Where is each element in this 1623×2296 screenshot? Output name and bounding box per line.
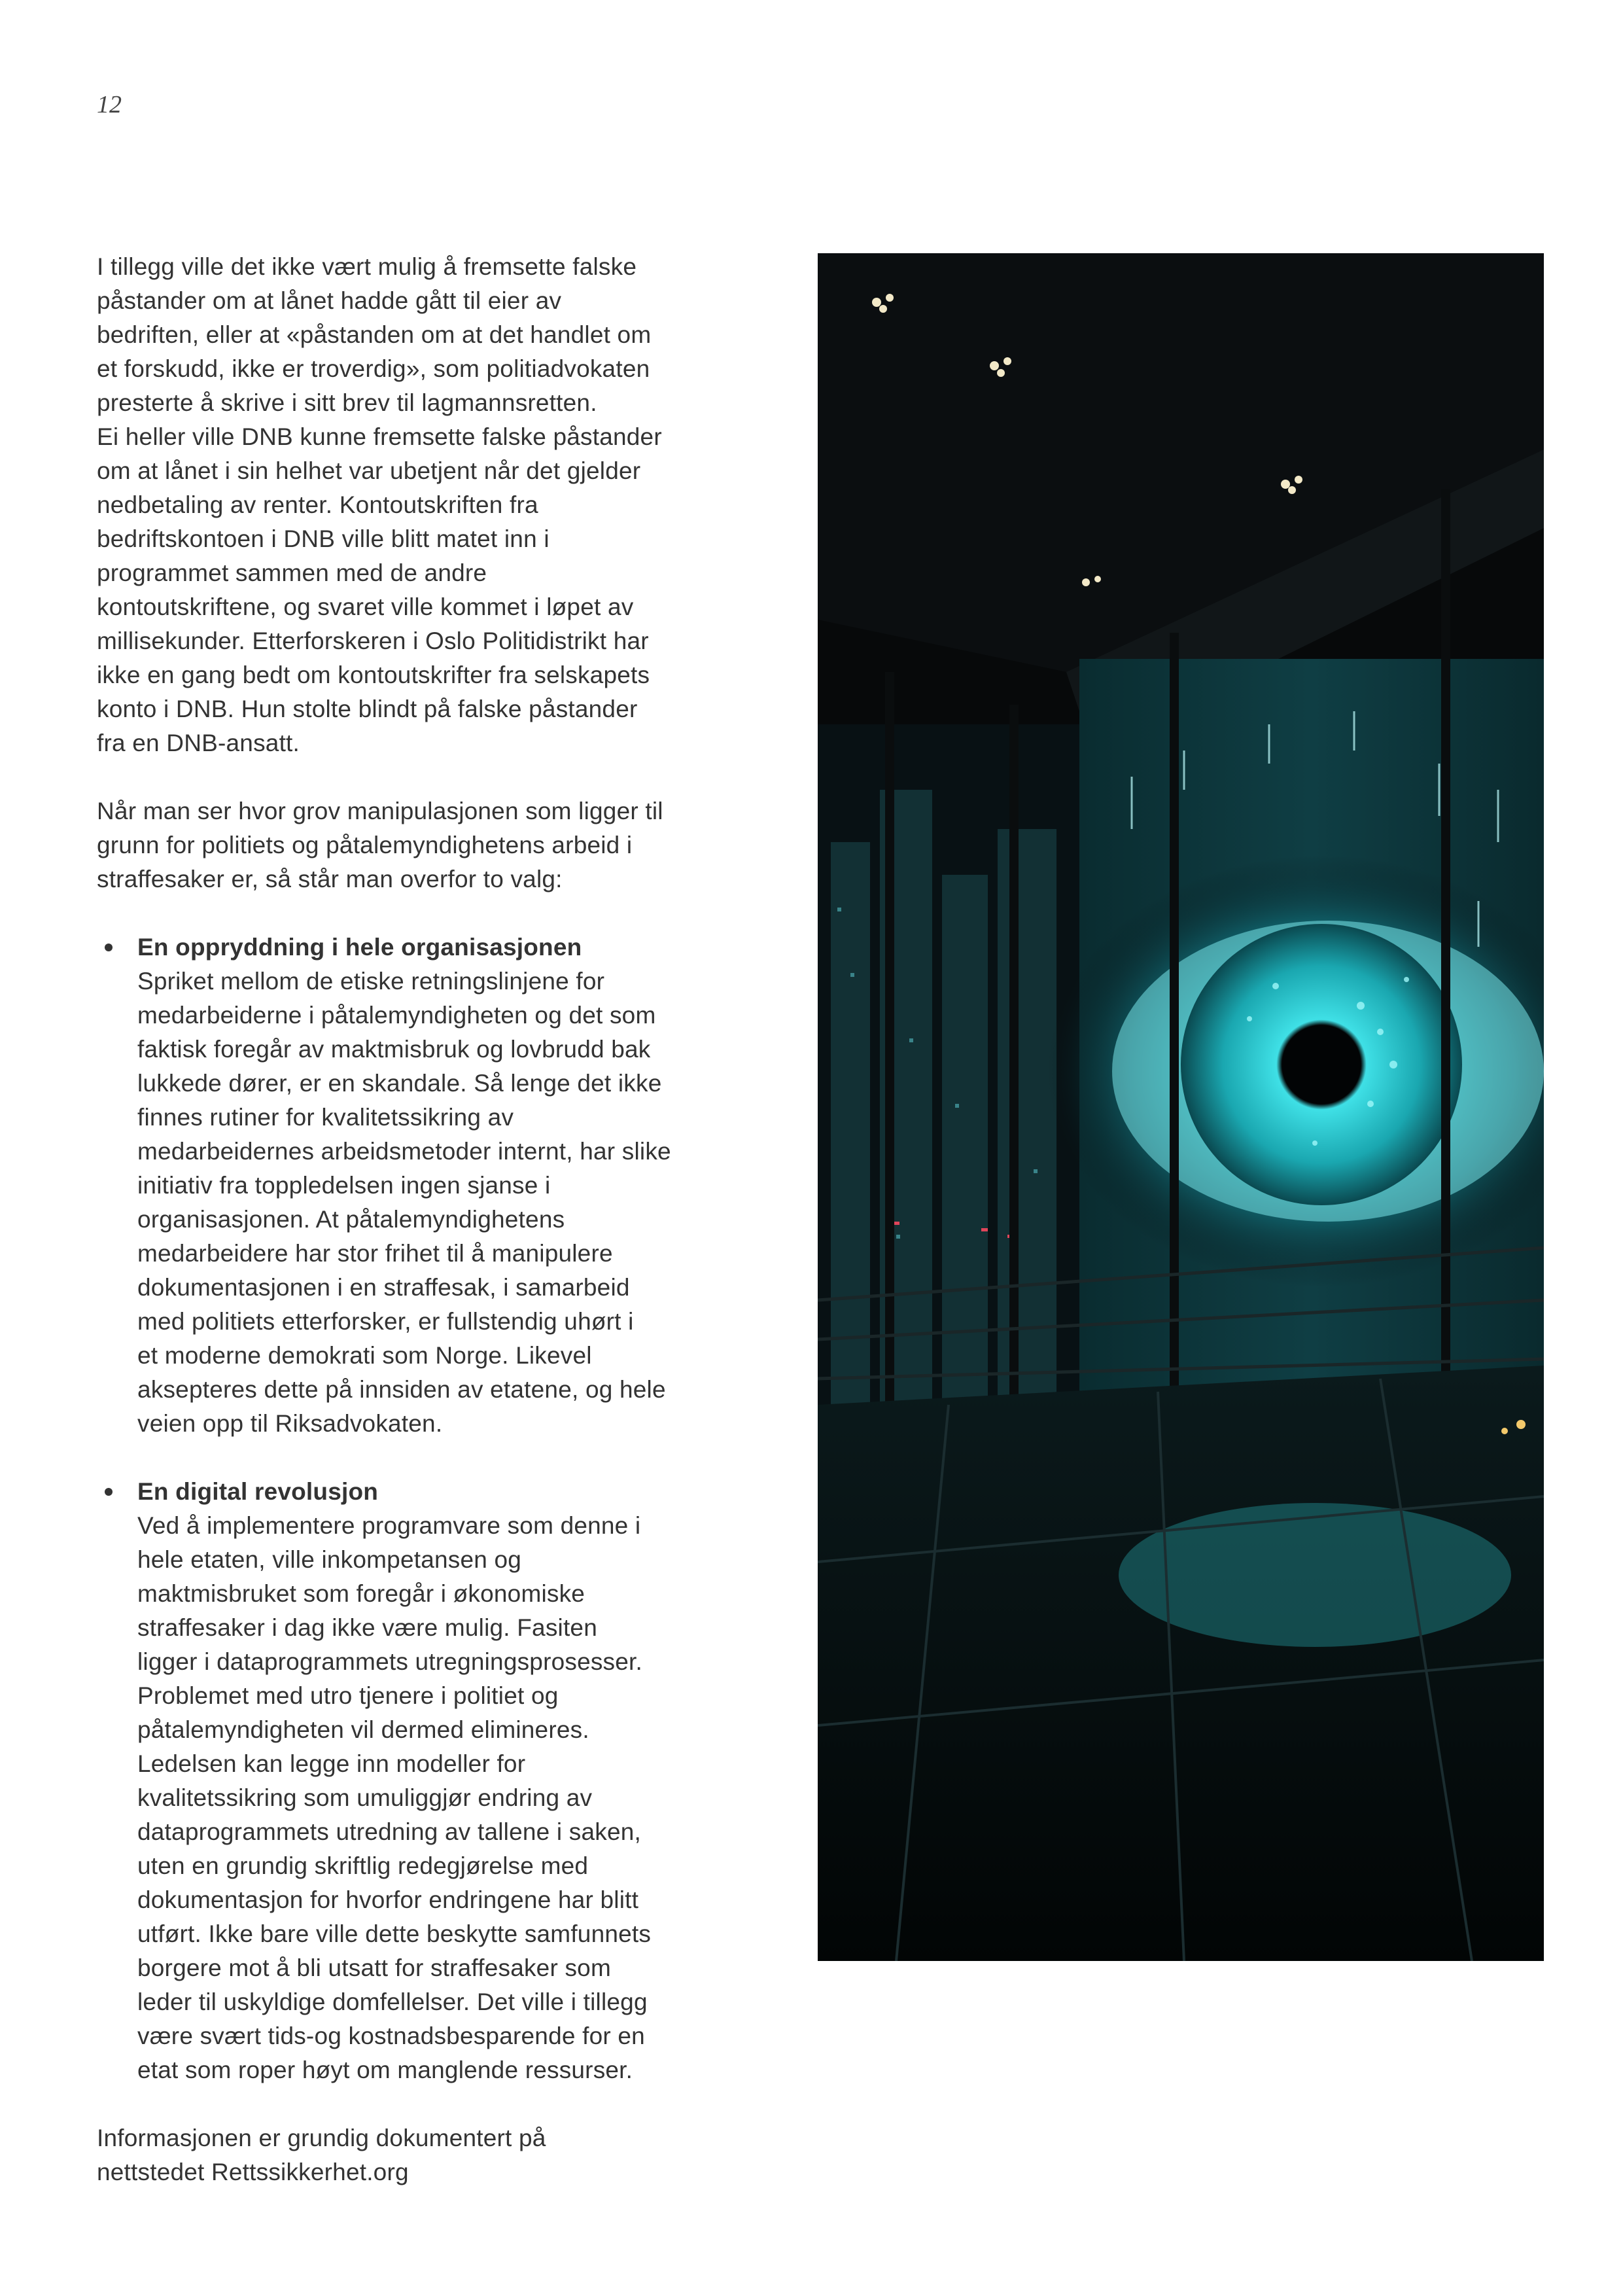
text-line: et moderne demokrati som Norge. Likevel <box>137 1342 592 1369</box>
text-line: etat som roper høyt om manglende ressurser. <box>137 2057 633 2083</box>
text-line: utført. Ikke bare ville dette beskytte samfunnets <box>137 1920 652 1947</box>
text-line: Ledelsen kan legge inn modeller for <box>137 1750 526 1777</box>
page-number: 12 <box>97 91 122 118</box>
text-line: medarbeidernes arbeidsmetoder internt, har slike <box>137 1138 671 1165</box>
text-line: finnes rutiner for kvalitetssikring av <box>137 1104 514 1131</box>
text-line: Når man ser hvor grov manipulasjonen som ligger til <box>97 798 663 824</box>
text-line: Ved å implementere programvare som denne i <box>137 1512 641 1539</box>
text-line: faktisk foregår av maktmisbruk og lovbrudd bak <box>137 1036 651 1063</box>
text-line: nedbetaling av renter. Kontoutskriften fra <box>97 491 538 518</box>
text-line: kvalitetssikring som umuliggjør endring av <box>137 1784 593 1811</box>
text-line: nettstedet Rettssikkerhet.org <box>97 2159 409 2185</box>
intro-paragraph-1 <box>97 250 751 760</box>
text-line: programmet sammen med de andre <box>97 559 487 586</box>
text-line: dokumentasjonen i en straffesak, i samarbeid <box>137 1274 630 1301</box>
text-line: straffesaker er, så står man overfor to valg: <box>97 866 563 892</box>
text-line: et forskudd, ikke er troverdig», som politiadvokaten <box>97 355 650 382</box>
text-line: ikke en gang bedt om kontoutskrifter fra selskapets <box>97 662 650 688</box>
text-line: uten en grundig skriftlig redegjørelse med <box>137 1852 589 1879</box>
text-line: ligger i dataprogrammets utregningsprosesser. <box>137 1648 642 1675</box>
text-line: aksepteres dette på innsiden av etatene, og hele <box>137 1376 666 1403</box>
bullet-item-digital <box>97 1475 751 2087</box>
text-line: presterte å skrive i sitt brev til lagmannsretten. <box>97 389 597 416</box>
text-line: lukkede dører, er en skandale. Så lenge det ikke <box>137 1070 662 1097</box>
text-line: konto i DNB. Hun stolte blindt på falske påstander <box>97 696 638 722</box>
text-line: påstander om at lånet hadde gått til eier av <box>97 287 562 314</box>
text-line: borgere mot å bli utsatt for straffesaker som <box>137 1954 611 1981</box>
text-line: maktmisbruket som foregår i økonomiske <box>137 1580 585 1607</box>
text-line: veien opp til Riksadvokaten. <box>137 1410 443 1437</box>
text-line: være svært tids-og kostnadsbesparende for en <box>137 2022 645 2049</box>
text-line: I tillegg ville det ikke vært mulig å fremsette falske <box>97 253 637 280</box>
text-line: bedriftskontoen i DNB ville blitt matet inn i <box>97 525 550 552</box>
text-line: medarbeiderne i påtalemyndigheten og det som <box>137 1002 656 1029</box>
bullet-icon <box>105 1488 113 1496</box>
article-body <box>97 250 751 2189</box>
text-line: dokumentasjon for hvorfor endringene har blitt <box>137 1886 639 1913</box>
bullet-body <box>137 1509 751 2087</box>
text-line: Ei heller ville DNB kunne fremsette falske påstander <box>97 423 662 450</box>
eye-iris <box>1181 924 1462 1205</box>
text-line: om at lånet i sin helhet var ubetjent når det gjelder <box>97 457 641 484</box>
bullet-body <box>137 964 751 1441</box>
intro-paragraph-2 <box>97 794 751 896</box>
text-line: kontoutskriftene, og svaret ville kommet i løpet av <box>97 593 634 620</box>
text-line: leder til uskyldige domfellelser. Det ville i tillegg <box>137 1988 648 2015</box>
text-line: straffesaker i dag ikke være mulig. Fasiten <box>137 1614 597 1641</box>
bullet-title: En oppryddning i hele organisasjonen <box>137 934 582 961</box>
text-line: bedriften, eller at «påstanden om at det handlet om <box>97 321 652 348</box>
text-line: fra en DNB-ansatt. <box>97 730 300 756</box>
text-line: Informasjonen er grundig dokumentert på <box>97 2125 546 2151</box>
text-line: initiativ fra toppledelsen ingen sjanse i <box>137 1172 551 1199</box>
text-line: dataprogrammets utredning av tallene i saken, <box>137 1818 641 1845</box>
text-line: med politiets etterforsker, er fullstendig uhørt i <box>137 1308 634 1335</box>
text-line: grunn for politiets og påtalemyndighetens arbeid i <box>97 832 633 858</box>
text-line: hele etaten, ville inkompetansen og <box>137 1546 522 1573</box>
bullet-title: En digital revolusjon <box>137 1478 379 1505</box>
illustration-eye-cityscape <box>818 253 1544 1961</box>
bullet-icon <box>105 944 113 951</box>
text-line: Spriket mellom de etiske retningslinjene for <box>137 968 605 995</box>
text-line: Problemet med utro tjenere i politiet og <box>137 1682 559 1709</box>
illustration-svg <box>818 253 1544 1961</box>
bullet-item-cleanup <box>97 930 751 1441</box>
text-line: millisekunder. Etterforskeren i Oslo Politidistrikt har <box>97 627 649 654</box>
text-line: påtalemyndigheten vil dermed elimineres. <box>137 1716 589 1743</box>
text-line: medarbeidere har stor frihet til å manipulere <box>137 1240 613 1267</box>
closing-paragraph <box>97 2121 751 2189</box>
text-line: organisasjonen. At påtalemyndighetens <box>137 1206 565 1233</box>
